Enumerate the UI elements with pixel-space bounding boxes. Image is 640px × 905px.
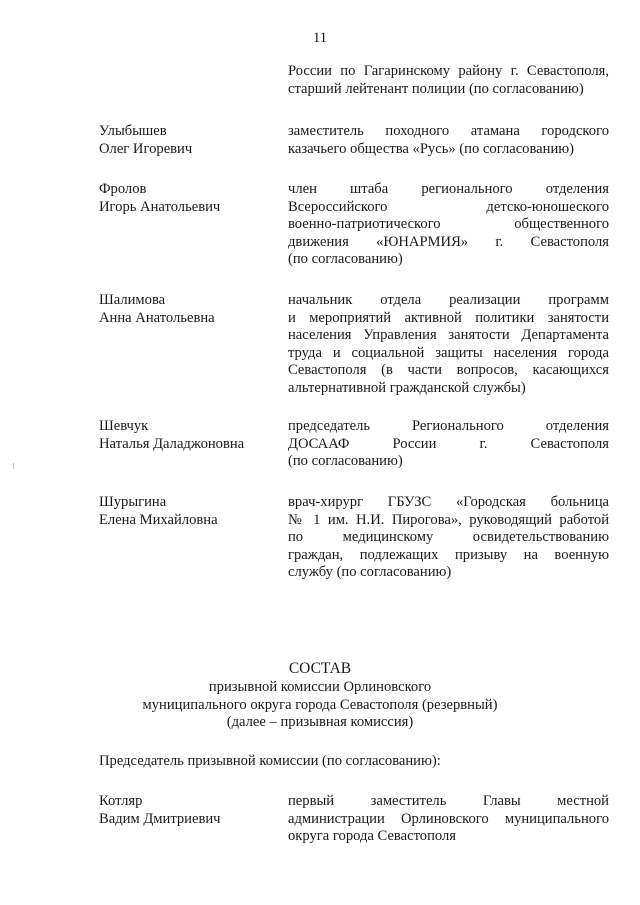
text-line: № 1 им. Н.И. Пирогова», руководящий работой [288, 511, 609, 528]
text-line: округа города Севастополя [288, 828, 456, 845]
member-name [99, 292, 279, 327]
given-names: Елена Михайловна [99, 511, 218, 528]
member-name [99, 123, 279, 158]
text-line: первый заместитель Главы местной [288, 793, 609, 809]
text-line: администрации Орлиновского муниципального [288, 810, 609, 827]
text-line: начальник отдела реализации программ [288, 292, 609, 308]
member-description [288, 494, 609, 582]
subtitle-line: (далее – призывная комиссия) [226, 714, 414, 731]
text-line: (по согласованию) [288, 453, 403, 470]
text-line: населения Управления занятости Департамента [288, 327, 609, 344]
chairman-description [288, 793, 609, 846]
surname: Шевчук [99, 418, 149, 434]
text-line: казачьего общества «Русь» (по согласованию) [288, 140, 575, 157]
member-name [99, 181, 279, 216]
continuation-text [288, 63, 609, 98]
text-line: Севастополя (в части вопросов, касающихся [288, 362, 609, 379]
member-name [99, 418, 279, 453]
section-title: СОСТАВ [288, 660, 352, 677]
chairman-name [99, 793, 279, 828]
given-names: Олег Игоревич [99, 140, 193, 157]
text-line: граждан, подлежащих призыву на военную [288, 546, 609, 563]
text-line: председатель Регионального отделения [288, 418, 609, 434]
surname: Фролов [99, 181, 147, 197]
scan-mark [13, 463, 14, 469]
text-line: (по согласованию) [288, 251, 403, 268]
page-number: 11 [312, 30, 328, 46]
member-name [99, 494, 279, 529]
text-line: ДОСААФ России г. Севастополя [288, 435, 609, 452]
text-line: России по Гагаринскому району г. Севастополя, [288, 63, 609, 79]
member-description [288, 292, 609, 398]
chairman-heading: Председатель призывной комиссии (по согласованию): [99, 753, 441, 769]
given-names: Вадим Дмитриевич [99, 810, 221, 827]
text-line: заместитель походного атамана городского [288, 123, 609, 139]
given-names: Игорь Анатольевич [99, 198, 221, 215]
text-line: труда и социальной защиты населения города [288, 344, 609, 361]
surname: Котляр [99, 793, 143, 809]
text-line: член штаба регионального отделения [288, 181, 609, 197]
section-subtitle [0, 679, 640, 732]
given-names: Наталья Даладжоновна [99, 435, 245, 452]
text-line: военно-патриотического общественного [288, 216, 609, 233]
given-names: Анна Анатольевна [99, 309, 215, 326]
text-line: по медицинскому освидетельствованию [288, 529, 609, 546]
text-line: врач-хирург ГБУЗС «Городская больница [288, 494, 609, 510]
member-description [288, 418, 609, 471]
text-line: старший лейтенант полиции (по согласованию) [288, 80, 584, 97]
subtitle-line: призывной комиссии Орлиновского [208, 679, 432, 695]
surname: Шурыгина [99, 494, 167, 510]
surname: Улыбышев [99, 123, 167, 139]
surname: Шалимова [99, 292, 166, 308]
subtitle-line: муниципального округа города Севастополя (резервный) [142, 696, 498, 713]
text-line: и мероприятий активной политики занятости [288, 309, 609, 326]
text-line: альтернативной гражданской службы) [288, 379, 526, 396]
member-description [288, 181, 609, 269]
text-line: службу (по согласованию) [288, 564, 452, 581]
member-description [288, 123, 609, 158]
text-line: движения «ЮНАРМИЯ» г. Севастополя [288, 233, 609, 250]
text-line: Всероссийского детско-юношеского [288, 198, 609, 215]
